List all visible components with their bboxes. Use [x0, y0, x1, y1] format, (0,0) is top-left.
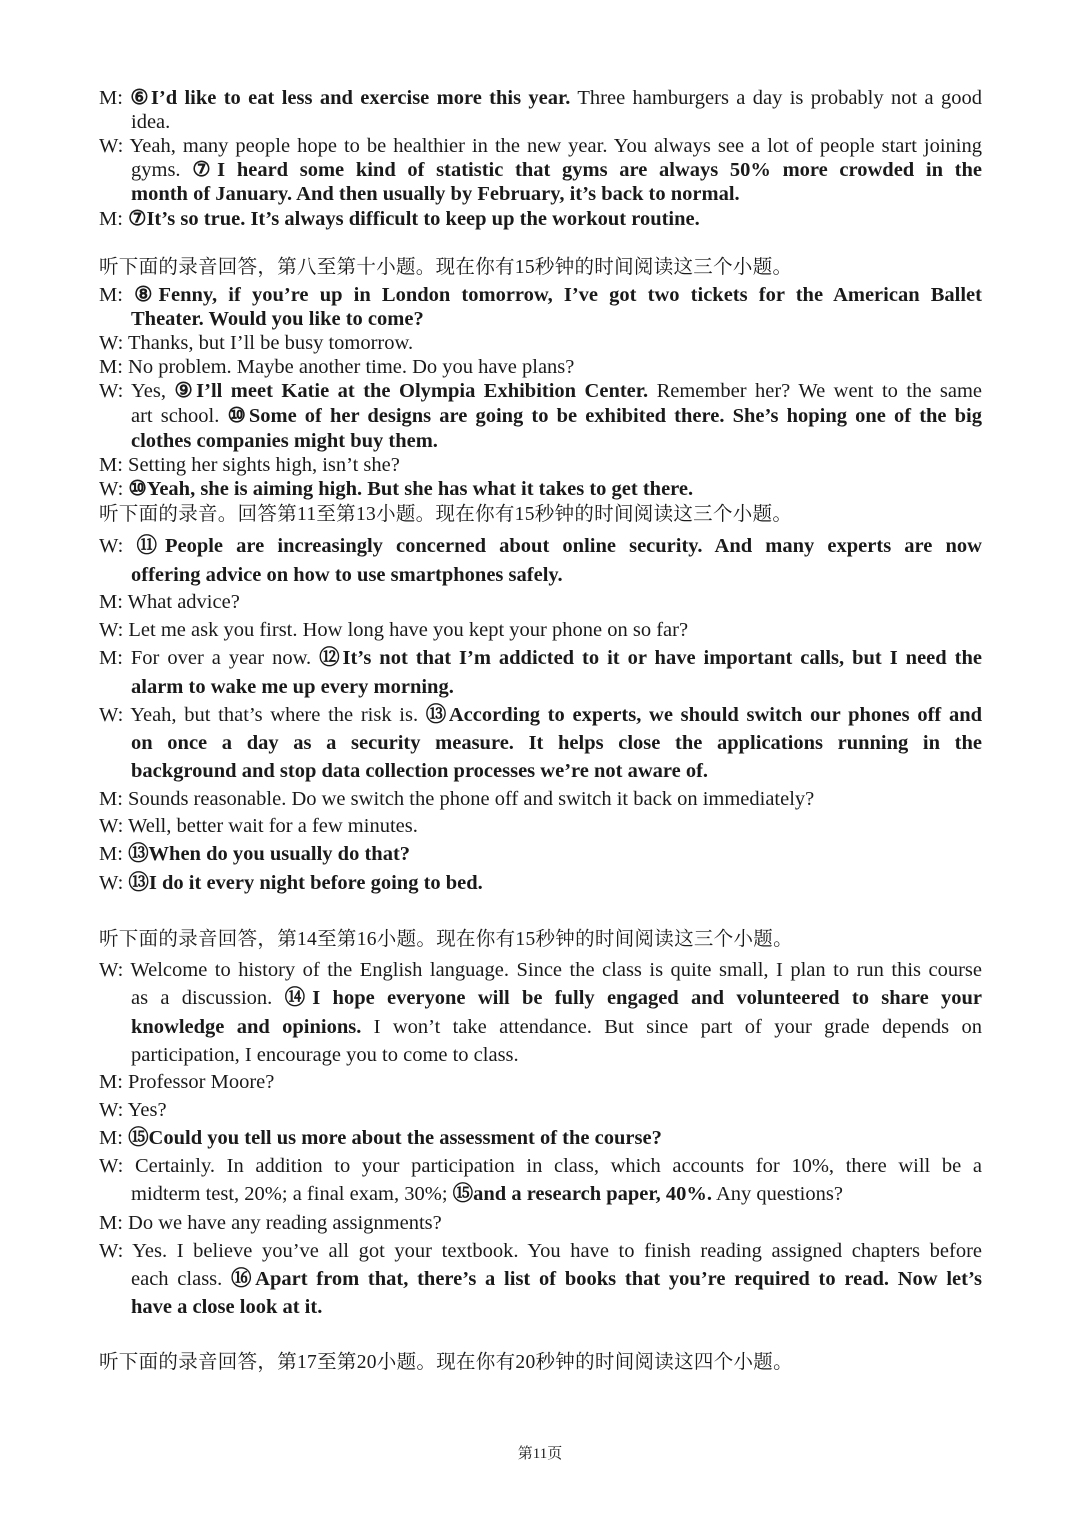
dialogue-text: gyms.	[131, 159, 193, 181]
dialogue-text: W: Let me ask you first. How long have you kept your phone on so far?	[99, 619, 689, 641]
transcript-line	[99, 842, 982, 866]
transcript-line	[131, 986, 982, 1010]
transcript-line	[99, 355, 982, 379]
dialogue-text: Any questions?	[711, 1183, 843, 1205]
transcript-line	[131, 1182, 982, 1206]
transcript-line	[99, 477, 982, 501]
dialogue-text: W: Yeah, but that’s where the risk is.	[99, 704, 426, 726]
answer-key-text: background and stop data collection processes we’re not aware of.	[131, 760, 709, 782]
dialogue-text: M: No problem. Maybe another time. Do you have plans?	[99, 356, 575, 378]
transcript-line	[99, 646, 982, 670]
dialogue-text: Three hamburgers a day is probably not a good	[570, 87, 982, 109]
dialogue-text: M: Do we have any reading assignments?	[99, 1212, 442, 1234]
dialogue-text: W: Well, better wait for a few minutes.	[99, 815, 418, 837]
dialogue-text: 听下面的录音回答，第17至第20小题。现在你有20秒钟的时间阅读这四个小题。	[99, 1352, 793, 1373]
dialogue-text: W: Yes. I believe you’ve all got your textbook. You have to finish reading assigned chapters before	[99, 1240, 982, 1262]
transcript-line	[99, 1098, 982, 1122]
transcript-line	[99, 1154, 982, 1178]
dialogue-text: M: Professor Moore?	[99, 1071, 275, 1093]
answer-key-text: month of January. And then usually by February, it’s back to normal.	[131, 183, 740, 205]
answer-key-text: clothes companies might buy them.	[131, 430, 438, 452]
section-instruction	[99, 256, 982, 280]
dialogue-text: each class.	[131, 1268, 232, 1290]
transcript-line	[99, 283, 982, 307]
transcript-line	[99, 618, 982, 642]
answer-key-text: ⑬When do you usually do that?	[128, 843, 411, 865]
transcript-line	[131, 182, 982, 206]
dialogue-text: W:	[99, 535, 137, 557]
dialogue-text: W: Yes?	[99, 1099, 167, 1121]
transcript-line	[131, 110, 982, 134]
answer-key-text: ⑧Fenny, if you’re up in London tomorrow, I’ve got two tickets for the American Ballet	[134, 284, 982, 306]
transcript-line	[99, 1070, 982, 1094]
transcript-line	[131, 404, 982, 428]
answer-key-text: alarm to wake me up every morning.	[131, 676, 454, 698]
dialogue-text: M: Sounds reasonable. Do we switch the phone off and switch it back on immediately?	[99, 788, 815, 810]
transcript-line	[99, 1239, 982, 1263]
transcript-line	[131, 158, 982, 182]
dialogue-text: art school.	[131, 405, 228, 427]
dialogue-text: idea.	[131, 111, 171, 133]
dialogue-text: participation, I encourage you to come to class.	[131, 1044, 519, 1066]
answer-key-text: ⑭I hope everyone will be fully engaged and volunteered to share your	[284, 987, 982, 1009]
transcript-line	[99, 958, 982, 982]
dialogue-text: M:	[99, 208, 129, 230]
dialogue-text: 听下面的录音回答，第14至第16小题。现在你有15秒钟的时间阅读这三个小题。	[99, 929, 793, 950]
dialogue-text: M: For over a year now.	[99, 647, 320, 669]
dialogue-text: M:	[99, 843, 129, 865]
answer-key-text: ⑫It’s not that I’m addicted to it or have important calls, but I need the	[319, 647, 982, 669]
transcript-line	[131, 731, 982, 755]
transcript-line	[99, 453, 982, 477]
answer-key-text: ⑮Could you tell us more about the assessment of the course?	[128, 1127, 662, 1149]
dialogue-text: I won’t take attendance. But since part of your grade depends on	[361, 1016, 982, 1038]
dialogue-text: W: Certainly. In addition to your participation in class, which accounts for 10%, there will be a	[99, 1155, 982, 1177]
dialogue-text: M: Setting her sights high, isn’t she?	[99, 454, 400, 476]
answer-key-text: on once a day as a security measure. It helps close the applications running in the	[131, 732, 982, 754]
dialogue-text: W: Welcome to history of the English language. Since the class is quite small, I plan to run this course	[99, 959, 982, 981]
answer-key-text: ⑯Apart from that, there’s a list of books that you’re required to read. Now let’s	[231, 1268, 982, 1290]
transcript-line	[131, 759, 982, 783]
dialogue-text: M:	[99, 284, 135, 306]
answer-key-text: ⑬According to experts, we should switch our phones off and	[425, 704, 982, 726]
dialogue-text: W: Yeah, many people hope to be healthier in the new year. You always see a lot of people start joining	[99, 135, 982, 157]
answer-key-text: ⑩Some of her designs are going to be exhibited there. She’s hoping one of the big	[227, 405, 982, 427]
dialogue-text: M:	[99, 1127, 129, 1149]
answer-key-text: ⑦I heard some kind of statistic that gyms are always 50% more crowded in the	[192, 159, 982, 181]
section-instruction	[99, 1351, 982, 1375]
transcript-line	[99, 814, 982, 838]
transcript-line	[131, 675, 982, 699]
transcript-line	[131, 563, 982, 587]
dialogue-text: Remember her? We went to the same	[648, 380, 983, 402]
answer-key-text: Theater. Would you like to come?	[131, 308, 424, 330]
transcript-line	[131, 1043, 982, 1067]
section-instruction	[99, 503, 982, 527]
transcript-line	[99, 534, 982, 558]
transcript-line	[131, 1015, 982, 1039]
transcript-line	[99, 703, 982, 727]
dialogue-text: 听下面的录音。回答第11至第13小题。现在你有15秒钟的时间阅读这三个小题。	[99, 504, 793, 525]
dialogue-text: as a discussion.	[131, 987, 285, 1009]
transcript-line	[99, 331, 982, 355]
answer-key-text: ⑪People are increasingly concerned about online security. And many experts are now	[136, 535, 982, 557]
transcript-line	[131, 429, 982, 453]
answer-key-text: knowledge and opinions.	[131, 1016, 362, 1038]
answer-key-text: ⑬I do it every night before going to bed.	[128, 872, 483, 894]
transcript-line	[131, 1267, 982, 1291]
transcript-line	[131, 307, 982, 331]
answer-key-text: ⑥I’d like to eat less and exercise more this year.	[130, 87, 571, 109]
transcript-line	[99, 787, 982, 811]
dialogue-text: midterm test, 20%; a final exam, 30%;	[131, 1183, 453, 1205]
transcript-line	[99, 871, 982, 895]
answer-key-text: ⑮and a research paper, 40%.	[452, 1183, 712, 1205]
transcript-line	[99, 379, 982, 403]
answer-key-text: offering advice on how to use smartphones safely.	[131, 564, 563, 586]
answer-key-text: ⑨I’ll meet Katie at the Olympia Exhibition Center.	[174, 380, 649, 402]
page-number: 第11页	[517, 1446, 563, 1462]
answer-key-text: ⑦It’s so true. It’s always difficult to keep up the workout routine.	[128, 208, 700, 230]
answer-key-text: ⑩Yeah, she is aiming high. But she has what it takes to get there.	[128, 478, 694, 500]
dialogue-text: W:	[99, 478, 129, 500]
transcript-line	[131, 1295, 982, 1319]
transcript-line	[99, 86, 982, 110]
transcript-line	[99, 590, 982, 614]
dialogue-text: M:	[99, 87, 131, 109]
transcript-line	[99, 207, 982, 231]
dialogue-text: 听下面的录音回答，第八至第十小题。现在你有15秒钟的时间阅读这三个小题。	[99, 257, 793, 278]
section-instruction	[99, 928, 982, 952]
dialogue-text: M: What advice?	[99, 591, 240, 613]
transcript-line	[99, 1211, 982, 1235]
transcript-line	[99, 1126, 982, 1150]
answer-key-text: have a close look at it.	[131, 1296, 323, 1318]
dialogue-text: W: Yes,	[99, 380, 175, 402]
transcript-line	[99, 134, 982, 158]
dialogue-text: W:	[99, 872, 129, 894]
dialogue-text: W: Thanks, but I’ll be busy tomorrow.	[99, 332, 414, 354]
